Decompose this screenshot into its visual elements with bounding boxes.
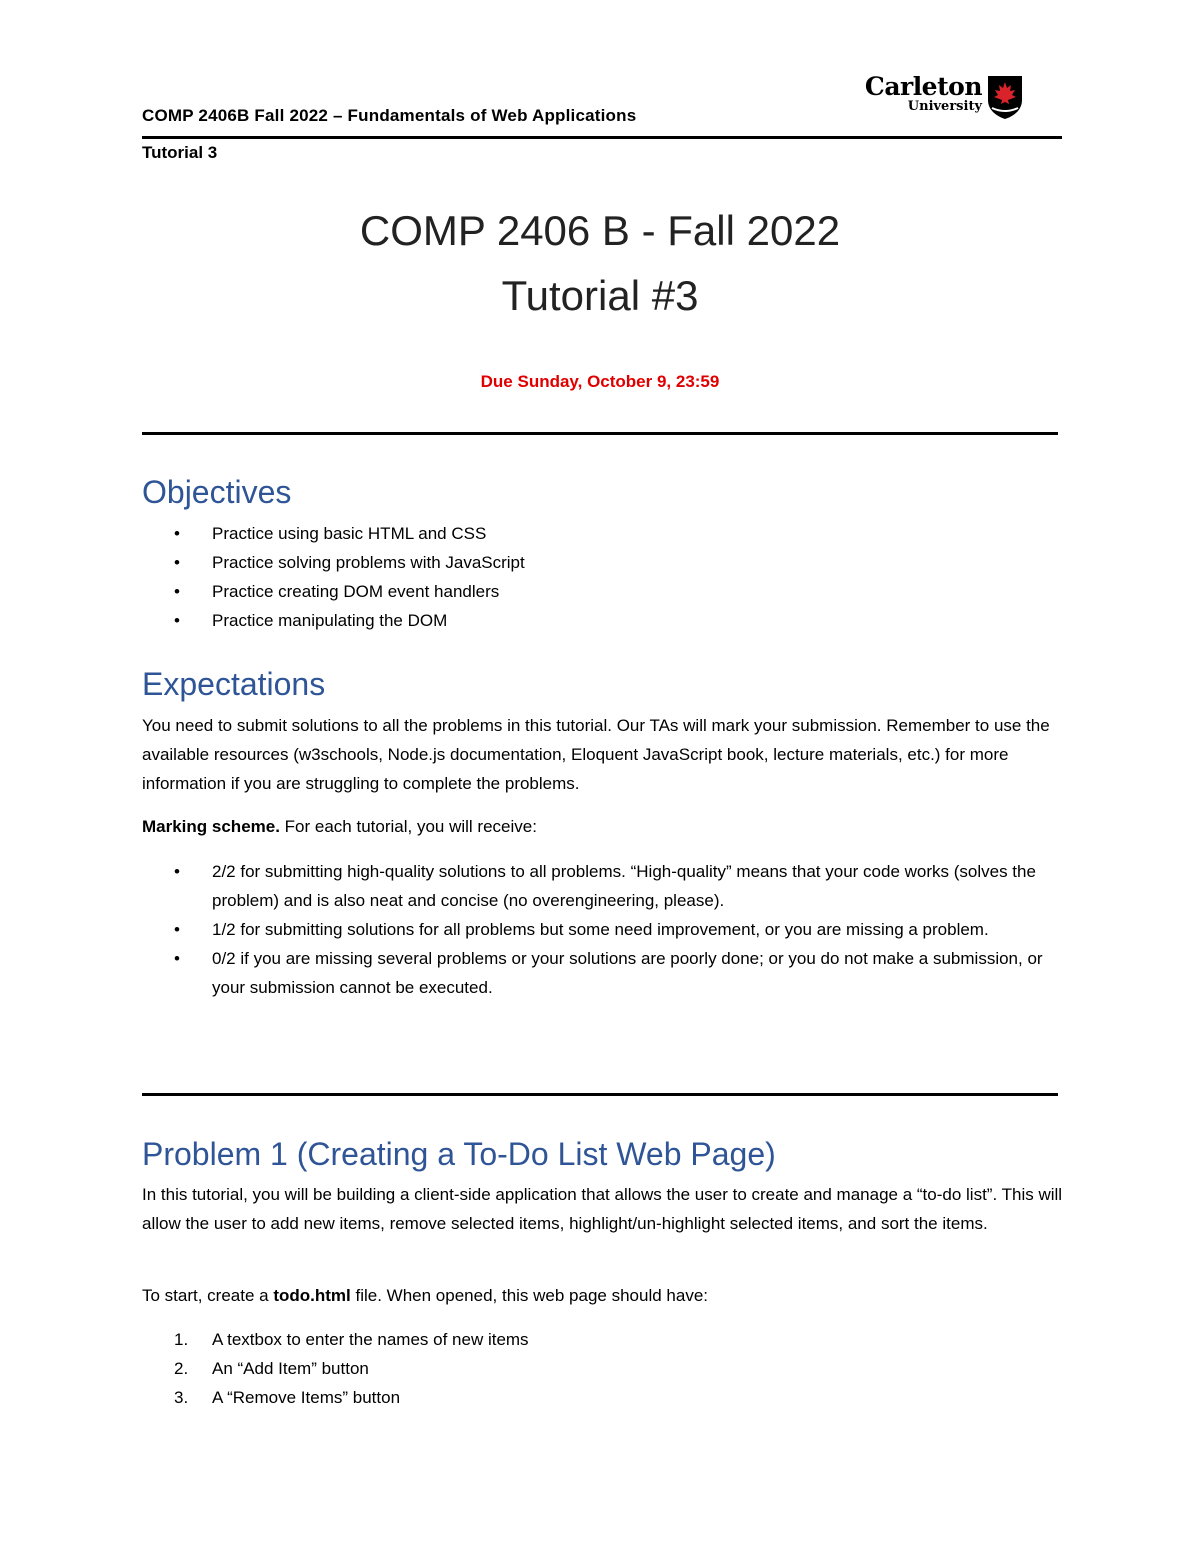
list-item-text: Practice solving problems with JavaScript	[212, 553, 525, 572]
list-item	[142, 1383, 529, 1412]
bullet-icon: •	[174, 611, 180, 630]
requirements-list	[142, 1325, 529, 1412]
bullet-icon: •	[174, 582, 180, 601]
divider	[142, 1093, 1058, 1096]
list-item-text: Practice using basic HTML and CSS	[212, 524, 487, 543]
list-item-text: Practice creating DOM event handlers	[212, 582, 500, 601]
header-course-title: COMP 2406B Fall 2022 – Fundamentals of Web Applications	[142, 106, 637, 125]
marking-scheme-line	[142, 812, 1072, 841]
objectives-list	[142, 519, 525, 635]
problem1-start	[142, 1281, 1072, 1310]
problem1-intro: In this tutorial, you will be building a client-side application that allows the user to create and manage a “to-do list”. This will allow the user to add new items, remove selected items, highlight/un-highlight selected items, and sort the items.	[142, 1185, 1063, 1233]
carleton-logo	[858, 72, 1033, 122]
bullet-icon: •	[174, 524, 180, 543]
marking-list	[142, 857, 1062, 1002]
list-item-text: Practice manipulating the DOM	[212, 611, 448, 630]
list-item-text: A textbox to enter the names of new items	[212, 1330, 529, 1349]
problem1-heading: Problem 1 (Creating a To-Do List Web Page)	[142, 1136, 776, 1172]
list-item-text: 1/2 for submitting solutions for all problems but some need improvement, or you are missing a problem.	[212, 920, 989, 939]
expectations-heading: Expectations	[142, 666, 326, 702]
list-item	[142, 857, 1062, 915]
logo-text	[858, 72, 982, 114]
start-text-post: file. When opened, this web page should have:	[350, 1286, 709, 1305]
bullet-icon: •	[174, 862, 180, 881]
document-title-line1: COMP 2406 B - Fall 2022	[359, 207, 841, 254]
list-item	[142, 606, 525, 635]
marking-scheme-text: For each tutorial, you will receive:	[279, 817, 537, 836]
expectations-intro: You need to submit solutions to all the problems in this tutorial. Our TAs will mark your submission. Remember to use the available resources (w3schools, Node.js documentation, Eloquent JavaScript book, lecture materials, etc.) for more information if you are struggling to complete the problems.	[142, 716, 1050, 793]
objectives-heading: Objectives	[142, 474, 292, 510]
list-item-text: An “Add Item” button	[212, 1359, 369, 1378]
list-number: 1.	[174, 1330, 189, 1349]
todo-file-name: todo.html	[273, 1286, 351, 1305]
list-item	[142, 944, 1062, 1002]
bullet-icon: •	[174, 553, 180, 572]
bullet-icon: •	[174, 920, 180, 939]
header-rule	[142, 136, 1062, 139]
list-item	[142, 1354, 529, 1383]
list-item	[142, 915, 1062, 944]
shield-icon	[986, 74, 1024, 120]
start-text-pre: To start, create a	[142, 1286, 274, 1305]
logo-name: Carleton	[864, 72, 982, 101]
logo-sub: University	[907, 99, 982, 114]
list-item	[142, 519, 525, 548]
list-item	[142, 548, 525, 577]
due-date: Due Sunday, October 9, 23:59	[480, 372, 720, 391]
list-number: 3.	[174, 1388, 189, 1407]
divider	[142, 432, 1058, 435]
list-number: 2.	[174, 1359, 189, 1378]
list-item	[142, 1325, 529, 1354]
bullet-icon: •	[174, 949, 180, 968]
marking-scheme-label: Marking scheme.	[142, 817, 280, 836]
list-item	[142, 577, 525, 606]
header-tutorial-label: Tutorial 3	[142, 143, 218, 162]
list-item-text: A “Remove Items” button	[212, 1388, 401, 1407]
list-item-text: 2/2 for submitting high-quality solutions to all problems. “High-quality” means that your code works (solves the problem) and is also neat and concise (no overengineering, please).	[212, 862, 1036, 910]
list-item-text: 0/2 if you are missing several problems or your solutions are poorly done; or you do not make a submission, or your submission cannot be executed.	[212, 949, 1043, 997]
document-title-line2: Tutorial #3	[501, 272, 699, 319]
